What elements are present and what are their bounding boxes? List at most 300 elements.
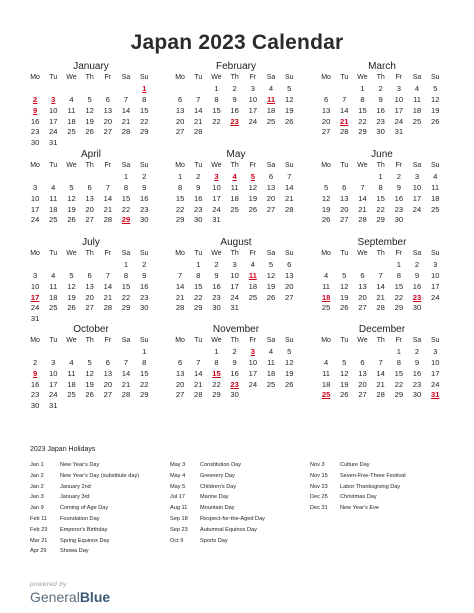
day-cell: 2	[142, 171, 147, 181]
month-july	[26, 236, 156, 325]
day-cell: 7	[105, 182, 110, 192]
weekday-label: Fr	[249, 337, 257, 344]
month-name: May	[226, 149, 246, 160]
day-cell: 9	[196, 182, 201, 192]
day-cell: 17	[394, 105, 404, 115]
day-cell: 23	[412, 292, 422, 302]
day-cell: 16	[230, 368, 239, 378]
weekday-label: Sa	[121, 162, 131, 169]
day-cell	[99, 401, 117, 412]
day-cell: 12	[85, 368, 94, 378]
month-name: June	[371, 149, 393, 160]
holiday-date: May 3	[170, 462, 186, 468]
day-cell: 21	[194, 116, 203, 126]
day-cell: 6	[105, 357, 110, 367]
day-cell: 15	[358, 105, 367, 115]
day-cell: 17	[230, 281, 239, 291]
weekday-label: Fr	[249, 162, 257, 169]
day-cell: 10	[430, 357, 440, 367]
day-cell: 8	[378, 182, 383, 192]
day-cell: 16	[230, 105, 239, 115]
day-cell: 12	[67, 281, 76, 291]
day-cell: 18	[67, 116, 76, 126]
holiday-item	[310, 492, 406, 503]
day-cell: 8	[123, 270, 129, 280]
day-cell: 28	[121, 127, 131, 137]
holiday-name: Culture Day	[340, 462, 370, 468]
day-cell: 17	[248, 105, 258, 115]
day-cell: 15	[212, 368, 221, 378]
day-cell: 23	[412, 379, 422, 389]
weekday-label: Th	[85, 250, 94, 257]
holiday-item	[30, 525, 139, 536]
weekday-header	[26, 161, 156, 172]
week-row	[26, 172, 156, 183]
day-cell	[226, 215, 244, 226]
day-cell: 9	[142, 270, 147, 280]
day-cell: 25	[67, 390, 76, 400]
day-cell: 18	[248, 281, 258, 291]
holiday-name: Respect-for-the-Aged Day	[200, 515, 265, 522]
day-cell: 4	[268, 346, 274, 356]
holiday-name: Children's Day	[200, 483, 237, 490]
day-cell: 6	[268, 171, 274, 181]
day-cell: 26	[67, 215, 76, 225]
day-cell: 30	[230, 390, 239, 400]
day-cell: 19	[340, 379, 349, 389]
week-row	[26, 84, 156, 95]
week-row	[26, 380, 156, 391]
day-cell	[426, 215, 444, 226]
day-cell: 28	[194, 390, 203, 400]
day-cell	[26, 172, 44, 183]
month-november	[171, 323, 301, 401]
day-cell	[135, 401, 153, 412]
weekday-label: Fr	[249, 250, 257, 257]
day-cell: 14	[376, 281, 385, 291]
week-row	[26, 183, 156, 194]
day-cell: 29	[139, 390, 149, 400]
week-row	[26, 282, 156, 293]
day-cell: 16	[139, 193, 149, 203]
day-cell: 10	[248, 94, 258, 104]
day-cell: 25	[67, 127, 76, 137]
day-cell: 27	[103, 390, 113, 400]
day-cell: 27	[358, 303, 367, 313]
week-row	[317, 347, 447, 358]
day-cell: 10	[230, 270, 239, 280]
day-cell: 28	[340, 127, 349, 137]
holiday-date: Nov 15	[310, 472, 328, 479]
week-row	[317, 260, 447, 271]
day-cell: 9	[378, 94, 383, 104]
holiday-name: January 3rd	[60, 494, 90, 501]
week-row	[317, 271, 447, 282]
day-cell: 16	[394, 193, 404, 203]
day-cell: 19	[67, 292, 76, 302]
day-cell	[44, 347, 62, 358]
day-cell	[81, 401, 99, 412]
day-cell	[171, 260, 189, 271]
week-row	[317, 117, 447, 128]
day-cell: 30	[30, 138, 40, 148]
day-cell: 15	[121, 281, 131, 291]
day-cell	[81, 347, 99, 358]
day-cell	[226, 127, 244, 138]
month-name: February	[215, 61, 256, 72]
day-cell	[317, 172, 335, 183]
week-row	[317, 172, 447, 183]
day-cell: 30	[394, 215, 404, 225]
day-cell: 4	[268, 83, 274, 93]
weekday-label: Fr	[104, 74, 112, 81]
day-cell: 21	[284, 193, 294, 203]
day-cell: 29	[394, 303, 404, 313]
weekday-label: Tu	[194, 250, 203, 257]
holiday-name: Mountain Day	[200, 505, 235, 512]
day-cell: 1	[214, 83, 219, 93]
day-cell: 17	[412, 193, 422, 203]
day-cell	[81, 260, 99, 271]
holiday-date: Nov 3	[310, 462, 325, 468]
day-cell: 7	[287, 171, 292, 181]
day-cell: 6	[323, 94, 329, 104]
day-cell: 4	[323, 357, 329, 367]
month-may	[171, 148, 301, 226]
day-cell: 17	[430, 368, 440, 378]
day-cell: 23	[139, 292, 149, 302]
day-cell: 23	[376, 116, 385, 126]
day-cell: 13	[358, 281, 367, 291]
week-row	[26, 205, 156, 216]
day-cell	[408, 215, 426, 226]
weekday-label: Th	[230, 337, 239, 344]
day-cell: 31	[394, 127, 404, 137]
week-row	[26, 401, 156, 412]
holiday-name: Seven-Five-Three Festival	[340, 472, 406, 479]
week-row	[171, 194, 301, 205]
month-name: July	[82, 237, 100, 248]
day-cell: 19	[266, 281, 276, 291]
day-cell	[44, 260, 62, 271]
day-cell: 19	[321, 204, 331, 214]
day-cell: 5	[250, 171, 255, 181]
weekday-label: Mo	[30, 162, 40, 169]
week-row	[317, 194, 447, 205]
day-cell: 19	[430, 105, 440, 115]
day-cell: 20	[103, 379, 113, 389]
day-cell: 1	[378, 171, 383, 181]
holiday-item	[170, 536, 265, 547]
day-cell: 23	[230, 116, 239, 126]
week-row	[317, 215, 447, 226]
week-row	[317, 95, 447, 106]
day-cell	[317, 84, 335, 95]
day-cell: 24	[230, 292, 239, 302]
weekday-label: Fr	[104, 250, 112, 257]
day-cell: 13	[284, 270, 294, 280]
weekday-header	[317, 249, 447, 260]
week-row	[171, 271, 301, 282]
weekday-label: We	[66, 337, 77, 344]
day-cell: 27	[284, 292, 294, 302]
day-cell	[317, 260, 335, 271]
day-cell: 20	[266, 193, 276, 203]
day-cell: 29	[394, 390, 404, 400]
holiday-item	[310, 503, 406, 514]
day-cell: 3	[250, 83, 255, 93]
day-cell: 9	[232, 94, 237, 104]
day-cell: 27	[358, 390, 367, 400]
holiday-date: Nov 23	[310, 483, 328, 490]
day-cell: 6	[342, 182, 347, 192]
weekday-label: Sa	[121, 337, 131, 344]
week-row	[317, 293, 447, 304]
day-cell	[99, 172, 117, 183]
day-cell: 27	[103, 127, 113, 137]
day-cell: 5	[287, 83, 292, 93]
weekday-label: Mo	[175, 337, 185, 344]
day-cell: 15	[139, 105, 149, 115]
holiday-name: Spring Equinox Day	[60, 537, 110, 544]
day-cell: 11	[49, 281, 58, 291]
day-cell: 5	[342, 270, 347, 280]
week-row	[317, 282, 447, 293]
day-cell: 8	[177, 182, 183, 192]
day-cell: 7	[378, 270, 383, 280]
day-cell: 27	[85, 215, 94, 225]
weekday-header	[317, 73, 447, 84]
day-cell: 30	[412, 303, 422, 313]
day-cell: 2	[396, 171, 401, 181]
weekday-label: Th	[85, 162, 94, 169]
holiday-date: Sep 18	[170, 515, 188, 522]
day-cell: 10	[412, 182, 422, 192]
day-cell: 28	[103, 303, 113, 313]
month-name: October	[73, 324, 109, 335]
day-cell: 18	[49, 204, 58, 214]
day-cell: 4	[69, 357, 74, 367]
day-cell: 30	[30, 401, 40, 411]
holiday-name: Christmas Day	[340, 494, 377, 501]
week-row	[26, 95, 156, 106]
weekday-label: Fr	[104, 337, 112, 344]
holiday-name: New Year's Eve	[340, 505, 380, 512]
day-cell: 13	[358, 368, 367, 378]
month-name: September	[357, 237, 407, 248]
day-cell: 5	[69, 270, 74, 280]
weekday-label: Fr	[395, 74, 403, 81]
day-cell: 27	[175, 127, 185, 137]
day-cell: 2	[214, 259, 219, 269]
day-cell	[189, 84, 207, 95]
day-cell: 28	[175, 303, 185, 313]
day-cell: 27	[85, 303, 94, 313]
day-cell: 24	[394, 116, 404, 126]
holiday-date: Feb 23	[30, 526, 48, 533]
weekday-label: Tu	[49, 337, 58, 344]
day-cell: 19	[248, 193, 258, 203]
day-cell: 22	[376, 204, 385, 214]
day-cell: 28	[284, 204, 294, 214]
day-cell	[26, 260, 44, 271]
week-row	[317, 390, 447, 401]
day-cell	[44, 172, 62, 183]
weekday-label: Su	[284, 337, 294, 344]
holiday-date: Sep 23	[170, 526, 188, 533]
weekday-label: Mo	[321, 162, 331, 169]
day-cell	[408, 127, 426, 138]
holiday-date: Jan 9	[30, 505, 44, 512]
day-cell: 22	[358, 116, 367, 126]
day-cell: 2	[414, 259, 420, 269]
holiday-date: Oct 9	[170, 537, 184, 544]
holiday-item	[170, 492, 265, 503]
day-cell: 26	[266, 292, 276, 302]
day-cell: 18	[67, 379, 76, 389]
day-cell: 10	[49, 105, 58, 115]
day-cell: 14	[194, 368, 203, 378]
day-cell: 18	[412, 105, 422, 115]
weekday-label: Mo	[30, 74, 40, 81]
holiday-date: Mar 21	[30, 537, 48, 544]
weekday-label: Tu	[49, 162, 58, 169]
day-cell	[171, 347, 189, 358]
day-cell: 3	[51, 357, 56, 367]
day-cell: 27	[266, 204, 276, 214]
day-cell: 18	[321, 379, 331, 389]
day-cell: 8	[396, 357, 401, 367]
week-row	[171, 260, 301, 271]
day-cell: 28	[103, 215, 113, 225]
month-name: March	[368, 61, 396, 72]
weekday-header	[317, 336, 447, 347]
day-cell: 6	[105, 94, 110, 104]
day-cell: 24	[49, 127, 58, 137]
day-cell: 25	[321, 303, 331, 313]
day-cell: 25	[248, 292, 258, 302]
weekday-label: We	[357, 250, 368, 257]
weekday-label: We	[357, 74, 368, 81]
day-cell: 9	[32, 368, 38, 378]
holiday-name: Greenery Day	[200, 472, 235, 479]
day-cell: 20	[175, 379, 185, 389]
day-cell: 3	[414, 171, 420, 181]
holidays-heading: 2023 Japan Holidays	[30, 446, 96, 453]
weekday-label: Mo	[175, 250, 185, 257]
weekday-header	[171, 73, 301, 84]
weekday-label: Su	[284, 250, 294, 257]
day-cell: 20	[85, 204, 94, 214]
day-cell: 9	[232, 357, 237, 367]
week-row	[26, 293, 156, 304]
day-cell: 15	[121, 193, 131, 203]
week-row	[171, 183, 301, 194]
day-cell: 12	[248, 182, 258, 192]
day-cell: 8	[360, 94, 365, 104]
day-cell: 1	[142, 83, 147, 93]
month-june	[317, 148, 447, 226]
weekday-label: Th	[85, 337, 94, 344]
day-cell	[244, 127, 262, 138]
holiday-name: New Year's Day (substitute day)	[60, 472, 140, 479]
day-cell: 14	[103, 193, 113, 203]
day-cell	[62, 172, 80, 183]
day-cell: 9	[214, 270, 219, 280]
day-cell	[372, 260, 390, 271]
week-row	[317, 106, 447, 117]
day-cell: 24	[248, 379, 258, 389]
day-cell	[280, 215, 298, 226]
month-december	[317, 323, 447, 401]
weekday-label: Tu	[340, 250, 349, 257]
day-cell: 3	[32, 270, 38, 280]
day-cell: 25	[321, 390, 331, 400]
day-cell	[189, 347, 207, 358]
month-april	[26, 148, 156, 226]
day-cell: 31	[49, 401, 58, 411]
holiday-date: Dec 25	[310, 494, 328, 501]
day-cell: 11	[49, 193, 58, 203]
weekday-label: Th	[230, 74, 239, 81]
day-cell: 19	[85, 116, 94, 126]
day-cell: 5	[268, 259, 274, 269]
weekday-label: Th	[85, 74, 94, 81]
day-cell: 5	[87, 94, 92, 104]
week-row	[26, 117, 156, 128]
day-cell	[426, 127, 444, 138]
holiday-item	[170, 460, 265, 471]
day-cell: 12	[284, 94, 294, 104]
day-cell: 1	[396, 259, 401, 269]
holiday-name: Constitution Day	[200, 462, 242, 468]
day-cell: 21	[103, 204, 113, 214]
day-cell: 16	[30, 379, 40, 389]
day-cell: 12	[321, 193, 331, 203]
day-cell: 9	[414, 357, 420, 367]
day-cell: 8	[123, 182, 129, 192]
day-cell: 5	[69, 182, 74, 192]
weekday-label: Fr	[104, 162, 112, 169]
week-row	[171, 358, 301, 369]
month-september	[317, 236, 447, 314]
day-cell	[335, 347, 353, 358]
weekday-label: Mo	[321, 337, 331, 344]
weekday-label: We	[66, 74, 77, 81]
day-cell: 17	[430, 281, 440, 291]
week-row	[317, 127, 447, 138]
week-row	[317, 303, 447, 314]
day-cell	[372, 347, 390, 358]
weekday-header	[26, 249, 156, 260]
weekday-label: Sa	[412, 337, 422, 344]
day-cell: 24	[49, 390, 58, 400]
day-cell: 26	[85, 390, 94, 400]
day-cell: 2	[32, 357, 38, 367]
day-cell: 14	[340, 105, 349, 115]
weekday-label: Sa	[412, 74, 422, 81]
day-cell: 10	[430, 270, 440, 280]
day-cell: 17	[212, 193, 221, 203]
weekday-label: Th	[376, 250, 385, 257]
holiday-item	[170, 503, 265, 514]
day-cell: 17	[49, 379, 58, 389]
day-cell	[262, 303, 280, 314]
day-cell: 20	[103, 116, 113, 126]
day-cell: 19	[340, 292, 349, 302]
day-cell: 14	[121, 368, 131, 378]
day-cell: 2	[414, 346, 420, 356]
